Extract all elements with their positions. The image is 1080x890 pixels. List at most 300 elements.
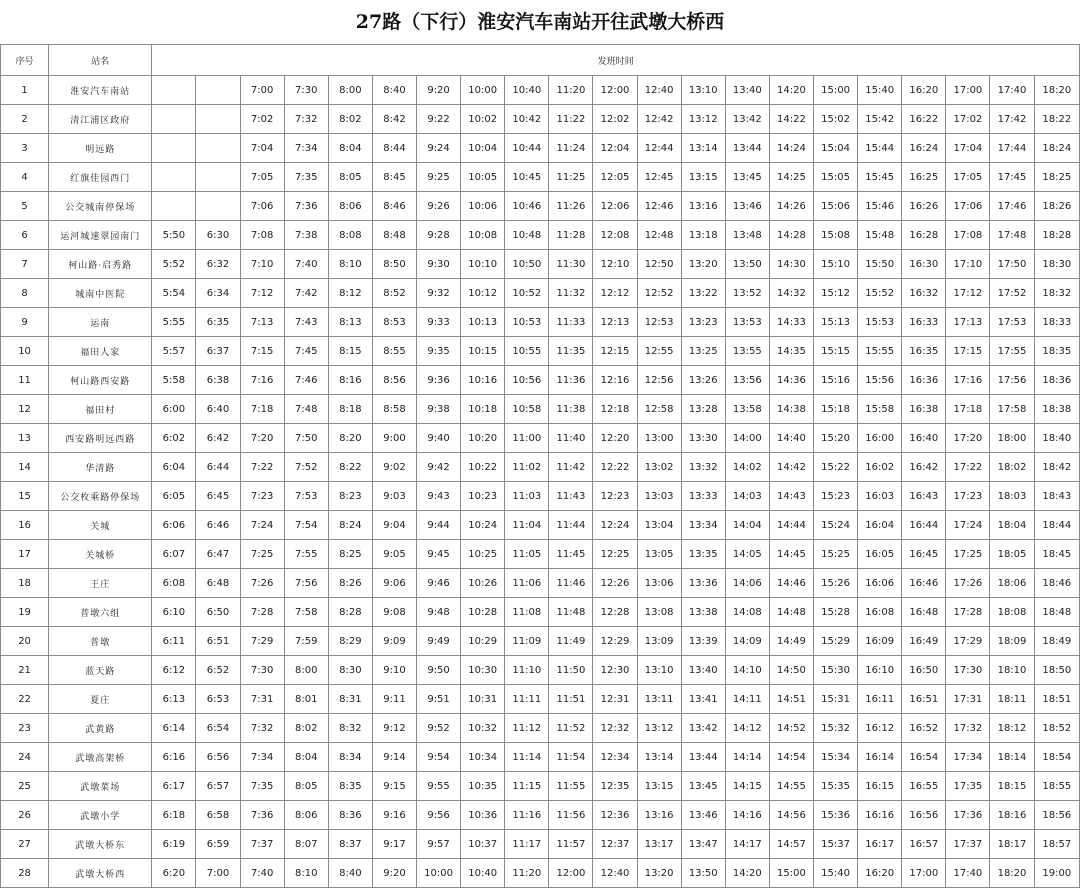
departure-time: 16:00 — [858, 424, 902, 453]
departure-time: 12:22 — [593, 453, 637, 482]
departure-time: 10:16 — [461, 366, 505, 395]
departure-time: 18:02 — [990, 453, 1034, 482]
departure-time: 18:33 — [1034, 308, 1079, 337]
departure-time — [152, 105, 196, 134]
departure-time: 8:07 — [284, 830, 328, 859]
departure-time: 18:28 — [1034, 221, 1079, 250]
departure-time: 18:08 — [990, 598, 1034, 627]
departure-time: 11:44 — [549, 511, 593, 540]
departure-time — [196, 76, 240, 105]
departure-time: 10:42 — [505, 105, 549, 134]
departure-time: 11:28 — [549, 221, 593, 250]
departure-time: 8:29 — [328, 627, 372, 656]
departure-time: 8:15 — [328, 337, 372, 366]
departure-time: 9:24 — [417, 134, 461, 163]
timetable-body — [1, 45, 1080, 888]
departure-time: 15:28 — [814, 598, 858, 627]
departure-time: 7:53 — [284, 482, 328, 511]
departure-time: 17:24 — [946, 511, 990, 540]
stop-name: 王庄 — [49, 569, 152, 598]
departure-time: 13:38 — [681, 598, 725, 627]
departure-time: 12:18 — [593, 395, 637, 424]
departure-time: 17:23 — [946, 482, 990, 511]
departure-time: 17:00 — [946, 76, 990, 105]
stop-number: 7 — [1, 250, 49, 279]
departure-time: 10:35 — [461, 772, 505, 801]
departure-time: 12:04 — [593, 134, 637, 163]
departure-time: 12:26 — [593, 569, 637, 598]
departure-time: 9:02 — [372, 453, 416, 482]
departure-time: 6:04 — [152, 453, 196, 482]
departure-time: 11:36 — [549, 366, 593, 395]
departure-time: 14:20 — [769, 76, 813, 105]
departure-time: 8:18 — [328, 395, 372, 424]
table-row — [1, 105, 1080, 134]
departure-time: 16:16 — [858, 801, 902, 830]
departure-time: 12:05 — [593, 163, 637, 192]
departure-time: 6:34 — [196, 279, 240, 308]
departure-time: 8:30 — [328, 656, 372, 685]
departure-time: 5:58 — [152, 366, 196, 395]
departure-time: 7:55 — [284, 540, 328, 569]
departure-time: 14:45 — [769, 540, 813, 569]
departure-time: 14:08 — [725, 598, 769, 627]
departure-time: 12:16 — [593, 366, 637, 395]
departure-time: 16:55 — [902, 772, 946, 801]
departure-time: 10:31 — [461, 685, 505, 714]
departure-time: 10:05 — [461, 163, 505, 192]
departure-time: 16:46 — [902, 569, 946, 598]
departure-time: 11:43 — [549, 482, 593, 511]
departure-time: 12:00 — [593, 76, 637, 105]
departure-time: 16:24 — [902, 134, 946, 163]
departure-time: 18:38 — [1034, 395, 1079, 424]
stop-number: 16 — [1, 511, 49, 540]
departure-time: 8:34 — [328, 743, 372, 772]
departure-time: 6:44 — [196, 453, 240, 482]
departure-time: 13:28 — [681, 395, 725, 424]
table-row — [1, 308, 1080, 337]
departure-time: 10:52 — [505, 279, 549, 308]
departure-time: 13:14 — [637, 743, 681, 772]
departure-time: 8:13 — [328, 308, 372, 337]
departure-time: 8:00 — [328, 76, 372, 105]
departure-time: 9:42 — [417, 453, 461, 482]
departure-time: 10:56 — [505, 366, 549, 395]
departure-time: 13:00 — [637, 424, 681, 453]
departure-time: 5:54 — [152, 279, 196, 308]
departure-time: 13:40 — [681, 656, 725, 685]
departure-time: 7:34 — [240, 743, 284, 772]
stop-name: 运南 — [49, 308, 152, 337]
stop-name: 武墩大桥东 — [49, 830, 152, 859]
departure-time: 6:52 — [196, 656, 240, 685]
departure-time: 13:35 — [681, 540, 725, 569]
departure-time: 11:56 — [549, 801, 593, 830]
stop-name: 关城 — [49, 511, 152, 540]
departure-time: 9:33 — [417, 308, 461, 337]
table-row — [1, 743, 1080, 772]
departure-time: 11:54 — [549, 743, 593, 772]
departure-time: 10:37 — [461, 830, 505, 859]
departure-time: 14:05 — [725, 540, 769, 569]
stop-number: 20 — [1, 627, 49, 656]
departure-time: 8:28 — [328, 598, 372, 627]
departure-time: 6:46 — [196, 511, 240, 540]
departure-time: 15:31 — [814, 685, 858, 714]
departure-time: 6:12 — [152, 656, 196, 685]
departure-time: 8:53 — [372, 308, 416, 337]
departure-time: 18:14 — [990, 743, 1034, 772]
departure-time: 14:48 — [769, 598, 813, 627]
departure-time: 18:40 — [1034, 424, 1079, 453]
departure-time: 6:30 — [196, 221, 240, 250]
departure-time: 6:20 — [152, 859, 196, 888]
departure-time: 10:29 — [461, 627, 505, 656]
departure-time: 10:32 — [461, 714, 505, 743]
departure-time: 17:46 — [990, 192, 1034, 221]
departure-time: 14:51 — [769, 685, 813, 714]
stop-name: 武黄路 — [49, 714, 152, 743]
departure-time: 16:50 — [902, 656, 946, 685]
departure-time: 9:55 — [417, 772, 461, 801]
departure-time: 13:10 — [637, 656, 681, 685]
departure-time: 7:02 — [240, 105, 284, 134]
departure-time: 7:05 — [240, 163, 284, 192]
departure-time: 17:18 — [946, 395, 990, 424]
departure-time: 7:10 — [240, 250, 284, 279]
header-stop: 站名 — [49, 45, 152, 76]
departure-time: 10:24 — [461, 511, 505, 540]
departure-time: 9:57 — [417, 830, 461, 859]
departure-time: 13:33 — [681, 482, 725, 511]
departure-time: 14:30 — [769, 250, 813, 279]
departure-time: 14:57 — [769, 830, 813, 859]
departure-time: 15:58 — [858, 395, 902, 424]
departure-time: 8:40 — [372, 76, 416, 105]
departure-time: 13:34 — [681, 511, 725, 540]
departure-time: 12:08 — [593, 221, 637, 250]
departure-time: 16:35 — [902, 337, 946, 366]
departure-time: 9:43 — [417, 482, 461, 511]
departure-time: 18:03 — [990, 482, 1034, 511]
departure-time: 7:43 — [284, 308, 328, 337]
departure-time: 18:22 — [1034, 105, 1079, 134]
departure-time: 15:02 — [814, 105, 858, 134]
departure-time: 9:50 — [417, 656, 461, 685]
header-times: 发班时间 — [152, 45, 1080, 76]
departure-time: 18:49 — [1034, 627, 1079, 656]
departure-time: 9:03 — [372, 482, 416, 511]
departure-time: 18:11 — [990, 685, 1034, 714]
departure-time: 17:53 — [990, 308, 1034, 337]
departure-time: 7:04 — [240, 134, 284, 163]
departure-time: 9:45 — [417, 540, 461, 569]
table-row — [1, 337, 1080, 366]
departure-time: 17:44 — [990, 134, 1034, 163]
stop-number: 24 — [1, 743, 49, 772]
departure-time: 12:12 — [593, 279, 637, 308]
departure-time: 13:12 — [681, 105, 725, 134]
departure-time: 15:52 — [858, 279, 902, 308]
departure-time: 6:19 — [152, 830, 196, 859]
stop-number: 1 — [1, 76, 49, 105]
departure-time: 6:59 — [196, 830, 240, 859]
stop-name: 武墩高架桥 — [49, 743, 152, 772]
departure-time: 11:17 — [505, 830, 549, 859]
departure-time: 19:00 — [1034, 859, 1079, 888]
departure-time: 7:06 — [240, 192, 284, 221]
stop-name: 城南中医院 — [49, 279, 152, 308]
departure-time: 5:57 — [152, 337, 196, 366]
departure-time: 16:40 — [902, 424, 946, 453]
departure-time: 8:22 — [328, 453, 372, 482]
departure-time: 15:56 — [858, 366, 902, 395]
stop-number: 9 — [1, 308, 49, 337]
departure-time: 15:06 — [814, 192, 858, 221]
departure-time: 9:05 — [372, 540, 416, 569]
departure-time: 15:18 — [814, 395, 858, 424]
departure-time: 14:06 — [725, 569, 769, 598]
departure-time: 16:20 — [858, 859, 902, 888]
page-title: 27路（下行）淮安汽车南站开往武墩大桥西 — [355, 11, 725, 33]
departure-time: 12:56 — [637, 366, 681, 395]
departure-time: 14:00 — [725, 424, 769, 453]
table-row — [1, 279, 1080, 308]
departure-time: 13:52 — [725, 279, 769, 308]
table-row — [1, 366, 1080, 395]
table-row — [1, 395, 1080, 424]
departure-time: 13:45 — [725, 163, 769, 192]
departure-time: 16:38 — [902, 395, 946, 424]
departure-time: 17:50 — [990, 250, 1034, 279]
departure-time: 13:06 — [637, 569, 681, 598]
departure-time: 11:40 — [549, 424, 593, 453]
departure-time: 18:09 — [990, 627, 1034, 656]
departure-time: 13:11 — [637, 685, 681, 714]
departure-time: 8:04 — [284, 743, 328, 772]
departure-time: 11:48 — [549, 598, 593, 627]
departure-time: 15:04 — [814, 134, 858, 163]
header-row — [1, 45, 1080, 76]
departure-time: 8:10 — [328, 250, 372, 279]
stop-number: 8 — [1, 279, 49, 308]
departure-time: 6:40 — [196, 395, 240, 424]
departure-time: 11:46 — [549, 569, 593, 598]
stop-number: 14 — [1, 453, 49, 482]
departure-time: 15:26 — [814, 569, 858, 598]
table-row — [1, 424, 1080, 453]
departure-time: 17:34 — [946, 743, 990, 772]
departure-time: 16:17 — [858, 830, 902, 859]
departure-time: 5:55 — [152, 308, 196, 337]
stop-name: 华清路 — [49, 453, 152, 482]
departure-time: 9:25 — [417, 163, 461, 192]
departure-time: 16:09 — [858, 627, 902, 656]
departure-time: 17:48 — [990, 221, 1034, 250]
departure-time: 13:18 — [681, 221, 725, 250]
stop-number: 3 — [1, 134, 49, 163]
departure-time: 6:00 — [152, 395, 196, 424]
table-row — [1, 656, 1080, 685]
departure-time: 12:29 — [593, 627, 637, 656]
departure-time: 8:55 — [372, 337, 416, 366]
departure-time: 9:20 — [372, 859, 416, 888]
departure-time: 14:40 — [769, 424, 813, 453]
departure-time: 18:04 — [990, 511, 1034, 540]
departure-time: 12:37 — [593, 830, 637, 859]
departure-time: 17:26 — [946, 569, 990, 598]
stop-name: 西安路明远西路 — [49, 424, 152, 453]
departure-time: 15:16 — [814, 366, 858, 395]
departure-time: 12:42 — [637, 105, 681, 134]
table-row — [1, 772, 1080, 801]
departure-time: 8:40 — [328, 859, 372, 888]
departure-time: 12:55 — [637, 337, 681, 366]
table-row — [1, 801, 1080, 830]
departure-time: 18:00 — [990, 424, 1034, 453]
departure-time: 12:52 — [637, 279, 681, 308]
departure-time: 18:05 — [990, 540, 1034, 569]
departure-time: 16:48 — [902, 598, 946, 627]
departure-time: 11:06 — [505, 569, 549, 598]
departure-time: 8:12 — [328, 279, 372, 308]
stop-number: 15 — [1, 482, 49, 511]
departure-time: 14:46 — [769, 569, 813, 598]
departure-time: 8:16 — [328, 366, 372, 395]
departure-time: 14:49 — [769, 627, 813, 656]
departure-time: 8:20 — [328, 424, 372, 453]
departure-time: 18:43 — [1034, 482, 1079, 511]
departure-time: 18:20 — [1034, 76, 1079, 105]
departure-time: 15:24 — [814, 511, 858, 540]
departure-time: 11:45 — [549, 540, 593, 569]
departure-time: 8:06 — [328, 192, 372, 221]
departure-time: 10:12 — [461, 279, 505, 308]
departure-time: 18:54 — [1034, 743, 1079, 772]
departure-time: 6:05 — [152, 482, 196, 511]
departure-time: 7:58 — [284, 598, 328, 627]
stop-name: 夏庄 — [49, 685, 152, 714]
departure-time: 6:02 — [152, 424, 196, 453]
departure-time: 12:02 — [593, 105, 637, 134]
departure-time: 8:23 — [328, 482, 372, 511]
departure-time: 12:48 — [637, 221, 681, 250]
departure-time: 15:48 — [858, 221, 902, 250]
departure-time: 8:04 — [328, 134, 372, 163]
departure-time: 8:32 — [328, 714, 372, 743]
departure-time: 14:38 — [769, 395, 813, 424]
departure-time: 11:04 — [505, 511, 549, 540]
departure-time: 12:53 — [637, 308, 681, 337]
departure-time: 8:26 — [328, 569, 372, 598]
stop-name: 普墩 — [49, 627, 152, 656]
departure-time: 12:28 — [593, 598, 637, 627]
departure-time: 17:20 — [946, 424, 990, 453]
departure-time: 13:25 — [681, 337, 725, 366]
stop-name: 明远路 — [49, 134, 152, 163]
departure-time: 15:35 — [814, 772, 858, 801]
table-row — [1, 221, 1080, 250]
departure-time: 6:07 — [152, 540, 196, 569]
header-no: 序号 — [1, 45, 49, 76]
departure-time: 12:24 — [593, 511, 637, 540]
departure-time: 18:36 — [1034, 366, 1079, 395]
departure-time: 9:35 — [417, 337, 461, 366]
departure-time: 18:32 — [1034, 279, 1079, 308]
departure-time: 13:42 — [681, 714, 725, 743]
stop-name: 福田村 — [49, 395, 152, 424]
departure-time: 16:54 — [902, 743, 946, 772]
departure-time: 9:12 — [372, 714, 416, 743]
departure-time: 14:50 — [769, 656, 813, 685]
departure-time: 11:09 — [505, 627, 549, 656]
departure-time: 6:51 — [196, 627, 240, 656]
departure-time: 7:38 — [284, 221, 328, 250]
departure-time: 15:25 — [814, 540, 858, 569]
departure-time: 13:55 — [725, 337, 769, 366]
departure-time: 8:00 — [284, 656, 328, 685]
departure-time: 18:50 — [1034, 656, 1079, 685]
departure-time: 17:40 — [990, 76, 1034, 105]
departure-time: 10:36 — [461, 801, 505, 830]
departure-time: 16:56 — [902, 801, 946, 830]
departure-time: 17:05 — [946, 163, 990, 192]
departure-time: 8:02 — [284, 714, 328, 743]
departure-time: 13:22 — [681, 279, 725, 308]
table-row — [1, 859, 1080, 888]
departure-time: 9:30 — [417, 250, 461, 279]
departure-time: 15:22 — [814, 453, 858, 482]
departure-time — [196, 134, 240, 163]
departure-time: 7:35 — [240, 772, 284, 801]
departure-time: 8:05 — [284, 772, 328, 801]
departure-time: 15:12 — [814, 279, 858, 308]
stop-name: 武墩小学 — [49, 801, 152, 830]
departure-time: 9:49 — [417, 627, 461, 656]
departure-time: 6:32 — [196, 250, 240, 279]
departure-time: 6:50 — [196, 598, 240, 627]
departure-time: 12:45 — [637, 163, 681, 192]
departure-time: 9:22 — [417, 105, 461, 134]
departure-time: 14:44 — [769, 511, 813, 540]
departure-time: 8:31 — [328, 685, 372, 714]
table-row — [1, 192, 1080, 221]
departure-time: 8:10 — [284, 859, 328, 888]
departure-time: 10:02 — [461, 105, 505, 134]
departure-time: 17:15 — [946, 337, 990, 366]
departure-time: 18:24 — [1034, 134, 1079, 163]
departure-time: 8:24 — [328, 511, 372, 540]
departure-time: 11:11 — [505, 685, 549, 714]
departure-time: 7:36 — [284, 192, 328, 221]
departure-time: 6:08 — [152, 569, 196, 598]
departure-time: 7:28 — [240, 598, 284, 627]
departure-time: 17:56 — [990, 366, 1034, 395]
departure-time: 8:56 — [372, 366, 416, 395]
departure-time: 17:55 — [990, 337, 1034, 366]
departure-time: 11:57 — [549, 830, 593, 859]
departure-time: 9:54 — [417, 743, 461, 772]
departure-time: 14:24 — [769, 134, 813, 163]
departure-time: 17:35 — [946, 772, 990, 801]
departure-time: 15:05 — [814, 163, 858, 192]
departure-time: 7:37 — [240, 830, 284, 859]
departure-time: 13:23 — [681, 308, 725, 337]
departure-time: 17:12 — [946, 279, 990, 308]
departure-time: 12:15 — [593, 337, 637, 366]
table-row — [1, 76, 1080, 105]
